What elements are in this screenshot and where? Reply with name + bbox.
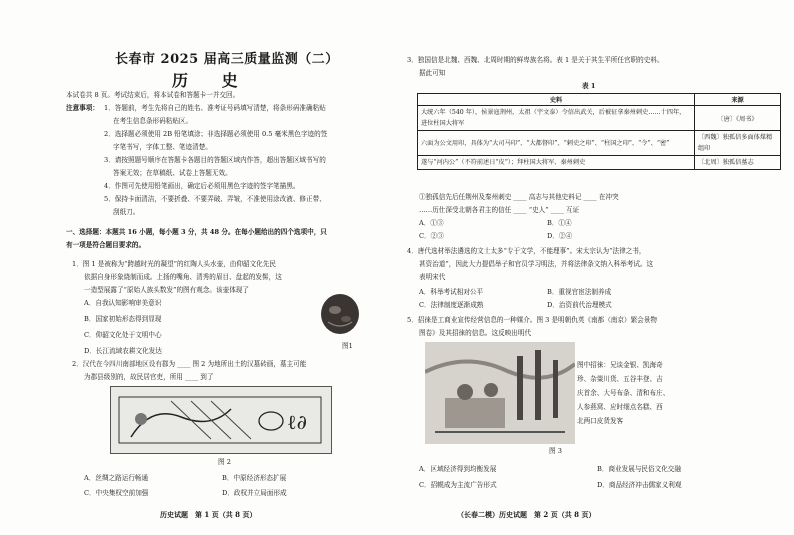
scroll-painting-figure xyxy=(425,342,575,444)
figure-label: 图 2 xyxy=(218,458,231,466)
option-b: B．中原经济形态扩展 xyxy=(222,474,287,482)
question-line: 5．招徕是工商业宣传经营信息的一种媒介。图 3 是明朝仇英《南都（南京）繁会景物 xyxy=(407,316,657,324)
question-line: 表明宋代 xyxy=(419,273,446,281)
page-footer: （长春二模）历史试题 第 2 页（共 8 页） xyxy=(457,510,596,519)
table-row xyxy=(418,156,781,170)
table-header-cell: 史料 xyxy=(418,94,695,106)
option-b: B．①④ xyxy=(547,219,572,227)
option-a: A．科举考试相对公平 xyxy=(419,288,484,296)
table-header-cell: 来源 xyxy=(695,94,781,106)
page-footer: 历史试题 第 1 页（共 8 页） xyxy=(160,510,257,519)
caption-line: 北两口皮货发客 xyxy=(577,417,624,425)
notes-label: 注意事项： xyxy=(66,104,99,112)
question-line: 甚资治道”，因此大力提倡举子和官员学习明法，并将法律条文纳入科举考试。这 xyxy=(419,260,654,268)
note-line: 答案无效；在草稿纸、试卷上答题无效。 xyxy=(113,169,232,177)
option-d: D．商品经济冲击儒家义利观 xyxy=(597,481,682,489)
note-line: 4．作图可先使用铅笔画出，确定后必须用黑色字迹的签字笔描黑。 xyxy=(104,182,300,190)
option-a: A．丝绸之路运行畅通 xyxy=(84,474,149,482)
note-line: 1．答题前，考生先将自己的姓名、准考证号码填写清楚，将条形码准确粘贴 xyxy=(104,104,326,112)
caption-line: 珍、杂粜川货、五谷丰登、吉 xyxy=(577,375,663,383)
option-a: A．①③ xyxy=(419,219,444,227)
option-b: B．国家初始形态得到显现 xyxy=(84,315,162,323)
subject-title: 历 史 xyxy=(172,71,252,90)
table-cell: 〔西魏〕独孤信多面体煤精组印 xyxy=(695,131,781,156)
question-line: 据此可知 xyxy=(419,69,446,77)
pottery-head-figure xyxy=(318,292,362,336)
question-line: 2．汉代在今四川南部地区设有郡为 ____ 图 2 为地所出土的汉墓砖画，墓主可能 xyxy=(72,360,307,368)
option-d: D．政权并立局面形成 xyxy=(222,489,287,497)
figure-label: 图 3 xyxy=(549,447,562,455)
statement-line: ①独孤信先后任荆州及秦州刺史 ____ 高志与其他史料记 ____ 在冲突 xyxy=(419,193,619,201)
table-cell: 六面为公文用印，具体为“大司马印”、“大都督印”、“刺史之印”、“柱国之印”、“令”、“密” xyxy=(418,131,695,156)
source-table xyxy=(417,93,781,170)
question-line: 图卷》及其招徕的信息。这反映出明代 xyxy=(419,329,532,337)
exam-title: 长春市 2025 届高三质量监测（二） xyxy=(115,52,339,67)
option-a: A．区域经济得到均衡发展 xyxy=(419,465,497,473)
note-line: 2．选择题必须使用 2B 铅笔填涂；非选择题必须使用 0.5 毫米黑色字迹的签 xyxy=(104,130,328,138)
option-c: C．中央集权空前加强 xyxy=(84,489,149,497)
option-c: C．招幌成为主流广告形式 xyxy=(419,481,497,489)
option-c: C．仰韶文化处于文明中心 xyxy=(84,331,162,339)
option-c: C．②③ xyxy=(419,232,444,240)
option-d: D．治资前代治理模式 xyxy=(547,301,612,309)
note-line: 刮纸刀。 xyxy=(113,208,140,216)
option-c: C．法律制度逐渐成熟 xyxy=(419,301,484,309)
option-a: A．自我认知影响审美意识 xyxy=(84,299,162,307)
question-line: 1．图 1 是被称为“跨越时光的凝望”的红陶人头水壶，由仰韶文化先民 xyxy=(72,260,276,268)
question-line: 一造型展露了“原始人族头数发”的图有观念。该壶体现了 xyxy=(84,286,249,294)
figure-label: 图1 xyxy=(342,342,353,350)
table-row xyxy=(418,106,781,131)
table-row xyxy=(418,131,781,156)
section-heading: 有一项是符合题目要求的。 xyxy=(66,241,146,249)
page-right xyxy=(397,0,794,535)
caption-line: 人参燕窝、应时细点名糕、西 xyxy=(577,403,663,411)
table-cell: 遂与“河内公”（不符前述日“皮”）；拜柱国大将军、秦州刺史 xyxy=(418,156,695,170)
option-b: B．重视官宦法制养成 xyxy=(547,288,612,296)
question-line: 为郡县级别的，故民居官吏，所用 ____ 到了 xyxy=(84,373,214,381)
table-cell: 大统六年（540 年），侯景寇荆州，太祖（宇文泰）令信出武关，后被征拿秦州刺史……十四年，进位柱国大将军 xyxy=(418,106,695,131)
statement-line: ……历仕深受北朝各君主的信任 ____ “史人” ____ 互证 xyxy=(419,206,580,214)
table-header-row xyxy=(418,94,781,106)
table-cell: 〔北周〕独孤信墓志 xyxy=(695,156,781,170)
caption-line: 图中招徕：兄谈金银、凯海奇 xyxy=(577,361,663,369)
option-d: D．②④ xyxy=(547,232,573,240)
question-line: 3．独国信是北魏、西魏、北周时期的鲜卑族名将。表 1 是关于其生平所任官职的史料。 xyxy=(407,56,664,64)
table-cell: 〔唐〕《周书》 xyxy=(695,106,781,131)
section-heading: 一、选择题：本题共 16 小题，每小题 3 分，共 48 分。在每小题给出的四个选项中，只 xyxy=(66,228,327,236)
svg-text:ℓ∂: ℓ∂ xyxy=(287,410,307,434)
caption-line: 庆首余、大号布条、清和布庄、 xyxy=(577,389,670,397)
option-b: B．商业发展与民俗文化交融 xyxy=(597,465,681,473)
question-line: 依据自身形象烧制而成。上扬的嘴角、清秀的眉目、盘起的发髻，这 xyxy=(84,273,282,281)
option-d: D．长江流域农耕文化发达 xyxy=(84,347,162,355)
tomb-brick-figure xyxy=(110,386,332,454)
note-line: 5．保持卡面清洁，不要折叠、不要弄破、弄皱，不准使用涂改液、修正带、 xyxy=(104,195,326,203)
note-line: 在考生信息条形码粘贴区。 xyxy=(113,117,193,125)
question-line: 4．唐代选材举法遴选的文士太多“专于文学，不能理事”。宋太宗认为“法律之书， xyxy=(407,247,646,255)
note-line: 字笔书写，字体工整、笔迹清楚。 xyxy=(113,143,212,151)
table-title: 表 1 xyxy=(582,82,596,90)
note-line: 3．请按照题号顺序在答题卡各题目的答题区域内作答，超出答题区域书写的 xyxy=(104,156,326,164)
intro-line: 本试卷共 8 页。考试结束后，将本试卷和答题卡一并交回。 xyxy=(66,91,240,99)
